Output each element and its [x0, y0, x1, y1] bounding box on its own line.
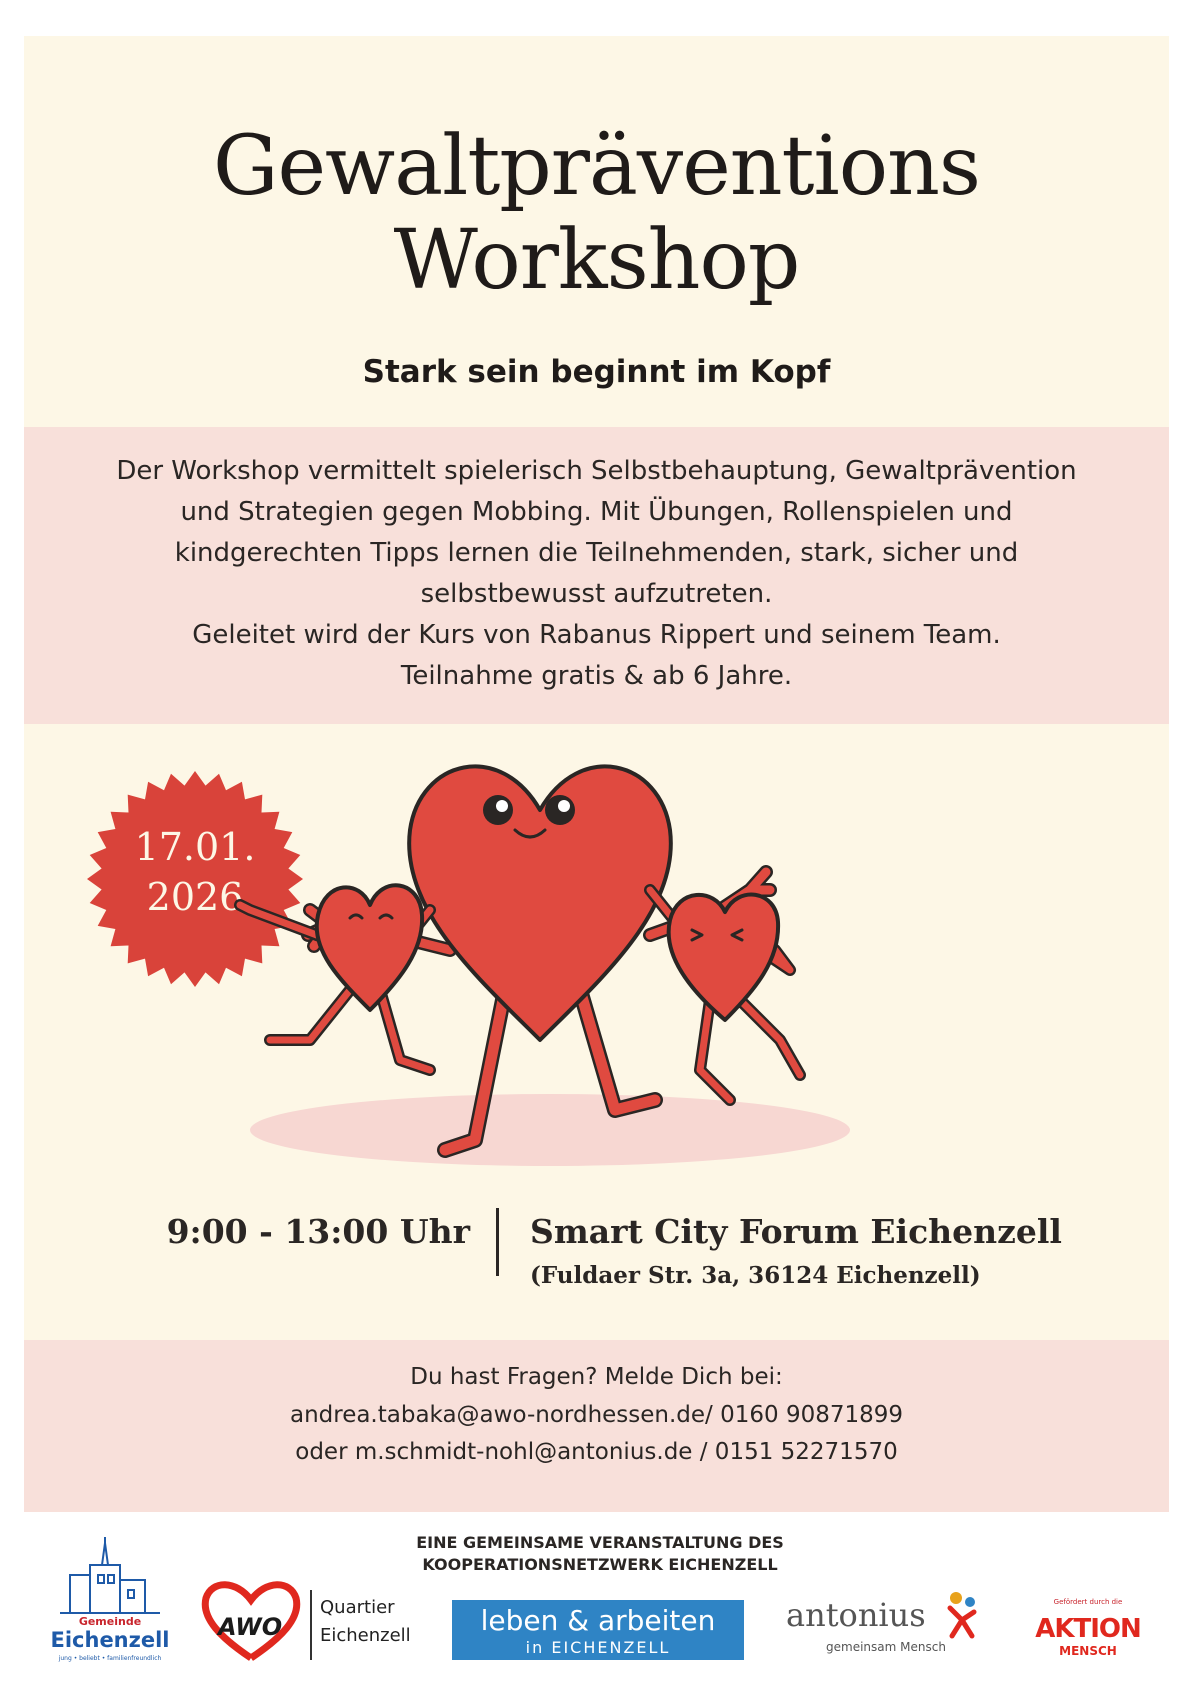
contact-line-2: oder m.schmidt-nohl@antonius.de / 0151 52271570	[295, 1439, 898, 1465]
venue-address: (Fuldaer Str. 3a, 36124 Eichenzell)	[530, 1262, 981, 1289]
eichenzell-tag: jung • beliebt • familienfreundlich	[58, 1655, 162, 1662]
title-line-1: Gewaltpräventions	[213, 119, 980, 214]
description-line: Teilnahme gratis & ab 6 Jahre.	[400, 661, 793, 691]
awo-wordmark: AWO	[218, 1613, 283, 1641]
event-time: 9:00 - 13:00 Uhr	[166, 1212, 470, 1251]
contact-line-1: andrea.tabaka@awo-nordhessen.de/ 0160 90871899	[289, 1402, 904, 1428]
aktion-sub: MENSCH	[1059, 1644, 1117, 1658]
small-heart-left	[240, 885, 430, 1070]
eichenzell-small: Gemeinde	[78, 1615, 142, 1628]
footer-heading-line-1: EINE GEMEINSAME VERANSTALTUNG DES	[416, 1533, 784, 1552]
venue-name: Smart City Forum Eichenzell	[530, 1212, 1062, 1251]
description-text	[54, 451, 1139, 697]
castle-icon	[50, 1535, 170, 1615]
leben-line-1: leben & arbeiten	[480, 1604, 716, 1637]
awo-quartier	[320, 1594, 411, 1650]
page-title	[24, 120, 1169, 308]
description-band	[24, 427, 1169, 724]
date-year: 2026	[146, 875, 244, 919]
description-line: Der Workshop vermittelt spielerisch Selbstbehauptung, Gewaltprävention	[116, 456, 1077, 486]
date-day-month: 17.01.	[134, 825, 256, 869]
small-heart-right	[650, 890, 800, 1100]
aktion-top: Gefördert durch die	[1053, 1598, 1123, 1606]
antonius-logo	[786, 1590, 986, 1670]
description-line: kindgerechten Tipps lernen die Teilnehmenden, stark, sicher und	[174, 538, 1019, 568]
antonius-figure-icon	[942, 1590, 982, 1640]
footer-heading-line-2: KOOPERATIONSNETZWERK EICHENZELL	[422, 1555, 778, 1574]
contact-band	[24, 1340, 1169, 1512]
eichenzell-big: Eichenzell	[50, 1628, 170, 1652]
subtitle: Stark sein beginnt im Kopf	[362, 354, 831, 390]
leben-line-2: in EICHENZELL	[525, 1638, 671, 1657]
footer-heading	[300, 1532, 900, 1576]
antonius-name: antonius	[786, 1596, 926, 1634]
antonius-sub: gemeinsam Mensch	[826, 1640, 946, 1654]
description-line: Geleitet wird der Kurs von Rabanus Rippert und seinem Team.	[192, 620, 1001, 650]
eichenzell-logo	[50, 1535, 170, 1665]
ground-shadow	[250, 1094, 850, 1166]
awo-logo	[196, 1578, 426, 1668]
aktion-main: AKTION	[1035, 1614, 1141, 1644]
description-line: und Strategien gegen Mobbing. Mit Übungen, Rollenspielen und	[180, 497, 1013, 527]
awo-divider	[310, 1590, 312, 1660]
description-line: selbstbewusst aufzutreten.	[420, 579, 773, 609]
contact-prompt: Du hast Fragen? Melde Dich bei:	[410, 1364, 783, 1390]
aktion-mensch-logo	[1028, 1598, 1148, 1668]
leben-arbeiten-logo	[452, 1600, 744, 1660]
hearts-illustration	[230, 740, 930, 1180]
title-line-2: Workshop	[393, 213, 800, 308]
awo-quartier-line-2: Eichenzell	[320, 1625, 411, 1646]
awo-quartier-line-1: Quartier	[320, 1597, 395, 1618]
vertical-divider	[496, 1208, 499, 1276]
